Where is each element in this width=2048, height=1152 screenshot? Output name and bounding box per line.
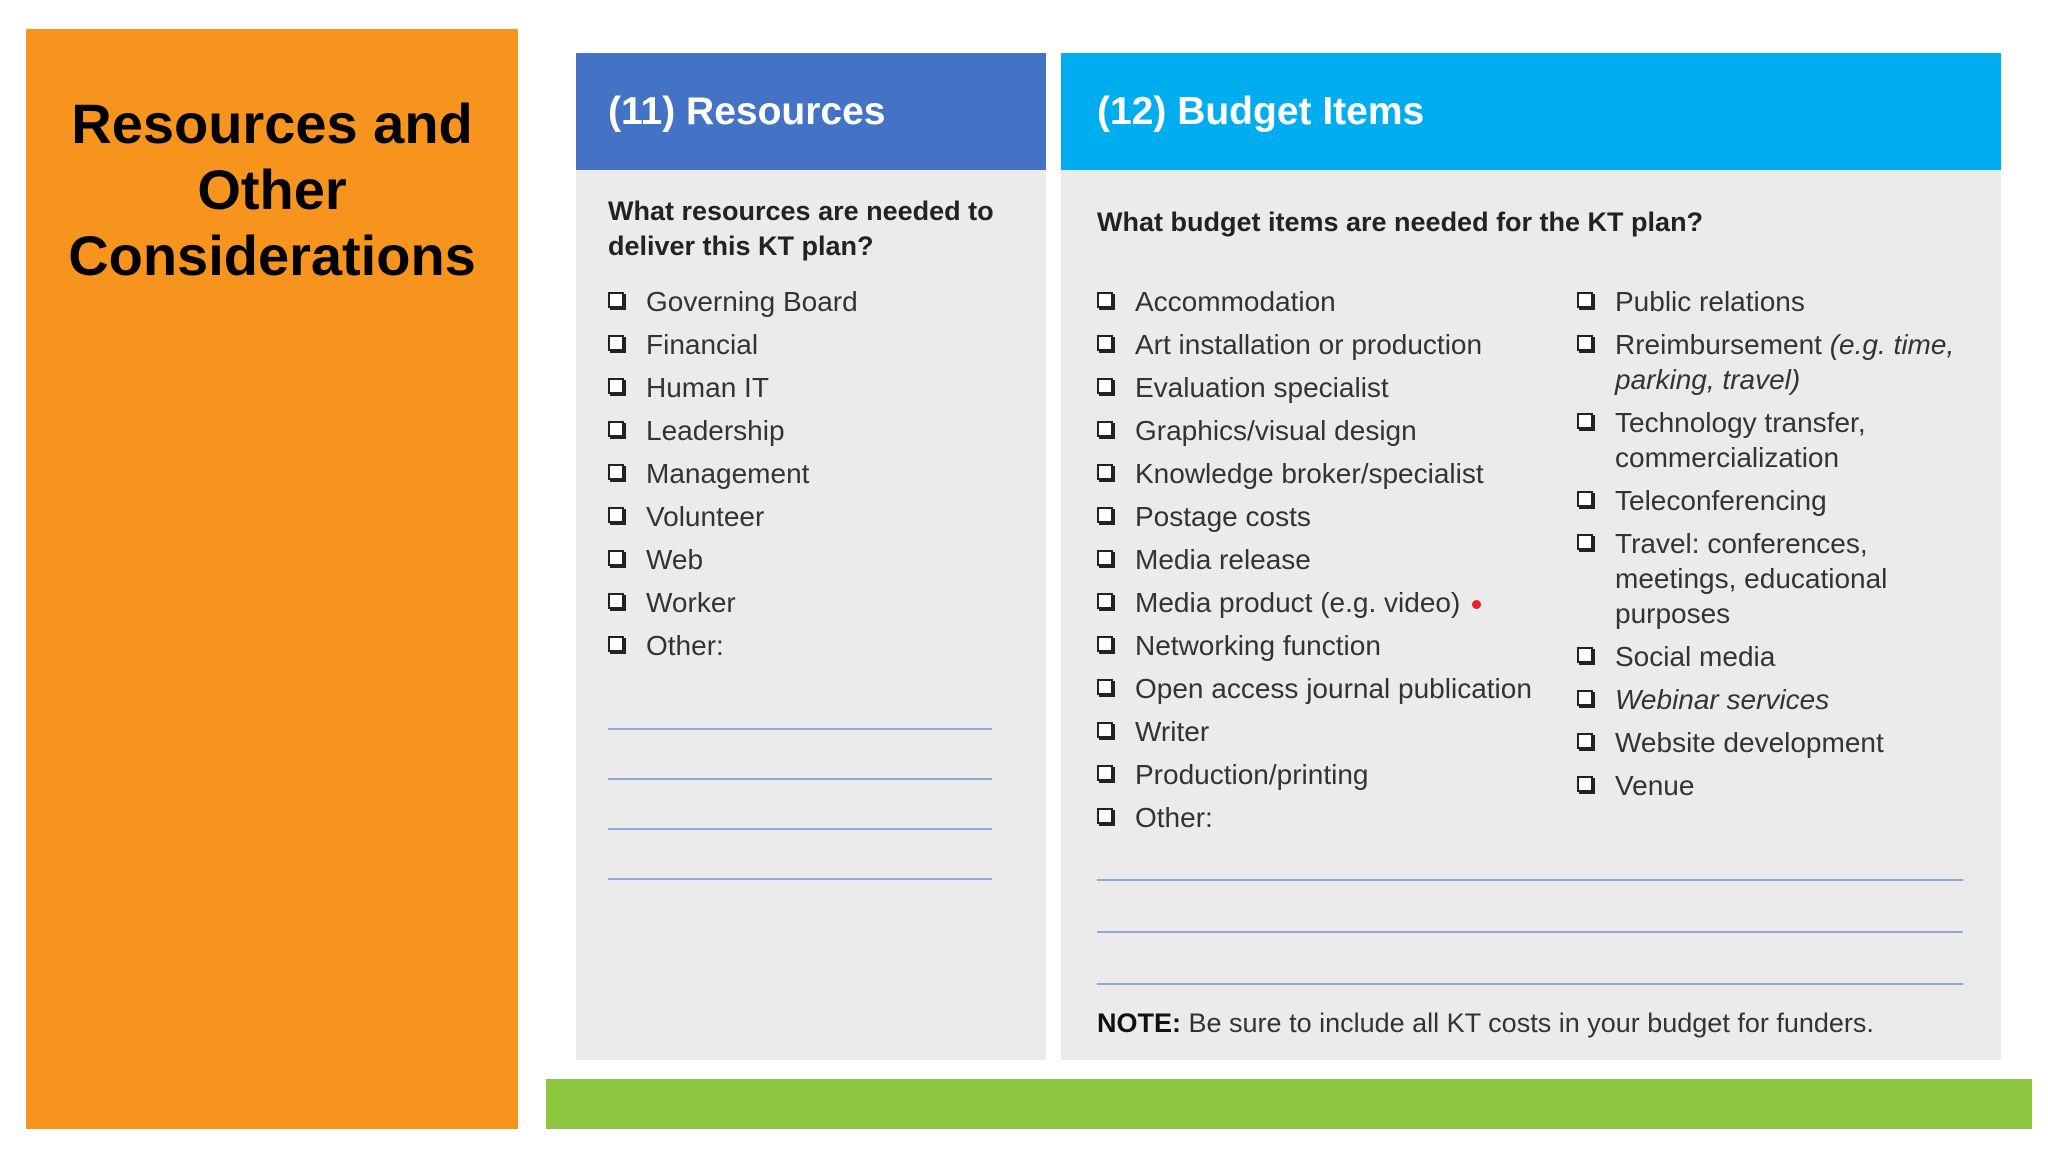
checklist-item[interactable]: Leadership [608, 413, 1028, 448]
checklist-item[interactable]: Webinar services [1577, 682, 1977, 717]
checklist-item[interactable]: Writer [1097, 714, 1557, 749]
budget-question: What budget items are needed for the KT plan? [1097, 207, 1704, 237]
checkbox-icon[interactable] [1097, 636, 1113, 652]
budget-checklist-left [1097, 284, 1557, 843]
footer-accent-bar [546, 1079, 2032, 1129]
checklist-item[interactable]: Public relations [1577, 284, 1977, 319]
checklist-item[interactable]: Media release [1097, 542, 1557, 577]
checkbox-icon[interactable] [1097, 421, 1113, 437]
checklist-item[interactable]: Knowledge broker/specialist [1097, 456, 1557, 491]
checkbox-icon[interactable] [1097, 335, 1113, 351]
note-text: Be sure to include all KT costs in your budget for funders. [1188, 1008, 1874, 1038]
checkbox-icon[interactable] [1097, 507, 1113, 523]
checkbox-icon[interactable] [608, 378, 624, 394]
resources-question: What resources are needed to deliver this KT plan? [608, 196, 994, 261]
checklist-item[interactable]: Management [608, 456, 1028, 491]
checklist-item-other[interactable]: Other: [1097, 800, 1557, 835]
title-sidebar [26, 29, 518, 1129]
checkbox-icon[interactable] [608, 507, 624, 523]
budget-write-line[interactable] [1097, 983, 1963, 985]
checkbox-icon[interactable] [1097, 550, 1113, 566]
checkbox-icon[interactable] [1577, 776, 1593, 792]
checklist-item[interactable]: Art installation or production [1097, 327, 1557, 362]
checkbox-icon[interactable] [1577, 292, 1593, 308]
budget-checklist-right [1577, 284, 1977, 811]
note-label: NOTE: [1097, 1008, 1181, 1038]
checkbox-icon[interactable] [1097, 292, 1113, 308]
checklist-item[interactable]: Open access journal publication [1097, 671, 1557, 706]
checkbox-icon[interactable] [1577, 413, 1593, 429]
checkbox-icon[interactable] [1577, 534, 1593, 550]
checkbox-icon[interactable] [1577, 335, 1593, 351]
checkbox-icon[interactable] [608, 335, 624, 351]
checklist-item-other[interactable]: Other: [608, 628, 1028, 663]
resources-write-line[interactable] [608, 728, 992, 730]
checkbox-icon[interactable] [1097, 593, 1113, 609]
checkbox-icon[interactable] [1097, 378, 1113, 394]
checklist-item[interactable]: Travel: conferences, meetings, educational purposes [1577, 526, 1977, 631]
checklist-item[interactable]: Human IT [608, 370, 1028, 405]
checklist-item[interactable]: Media product (e.g. video) [1097, 585, 1557, 620]
checklist-item[interactable]: Volunteer [608, 499, 1028, 534]
budget-note [1097, 1006, 1874, 1040]
budget-header: (12) Budget Items [1061, 53, 2001, 170]
checklist-item[interactable]: Postage costs [1097, 499, 1557, 534]
checklist-item[interactable]: Networking function [1097, 628, 1557, 663]
budget-write-line[interactable] [1097, 931, 1963, 933]
checklist-item[interactable]: Website development [1577, 725, 1977, 760]
checkbox-icon[interactable] [1097, 765, 1113, 781]
checkbox-icon[interactable] [608, 550, 624, 566]
checklist-item[interactable]: Web [608, 542, 1028, 577]
checkbox-icon[interactable] [1577, 690, 1593, 706]
slide-title: Resources and Other Considerations [68, 92, 476, 287]
checkbox-icon[interactable] [1097, 808, 1113, 824]
checklist-item[interactable]: Teleconferencing [1577, 483, 1977, 518]
checkbox-icon[interactable] [1577, 647, 1593, 663]
checkbox-icon[interactable] [608, 464, 624, 480]
checkbox-icon[interactable] [1577, 733, 1593, 749]
checkbox-icon[interactable] [608, 421, 624, 437]
resources-panel [576, 53, 1046, 1060]
checklist-item[interactable]: Production/printing [1097, 757, 1557, 792]
checkbox-icon[interactable] [1577, 491, 1593, 507]
resources-write-line[interactable] [608, 778, 992, 780]
checklist-item[interactable]: Social media [1577, 639, 1977, 674]
checklist-item[interactable]: Worker [608, 585, 1028, 620]
resources-write-line[interactable] [608, 828, 992, 830]
checkbox-icon[interactable] [1097, 722, 1113, 738]
checklist-item[interactable]: Evaluation specialist [1097, 370, 1557, 405]
resources-write-line[interactable] [608, 878, 992, 880]
checklist-item[interactable]: Governing Board [608, 284, 1028, 319]
checklist-item[interactable]: Financial [608, 327, 1028, 362]
checkbox-icon[interactable] [1097, 679, 1113, 695]
resources-header: (11) Resources [576, 53, 1046, 170]
checkbox-icon[interactable] [608, 593, 624, 609]
checklist-item[interactable]: Technology transfer, commercialization [1577, 405, 1977, 475]
checkbox-icon[interactable] [1097, 464, 1113, 480]
checklist-item[interactable]: Venue [1577, 768, 1977, 803]
checklist-item[interactable]: Rreimbursement (e.g. time, parking, travel) [1577, 327, 1977, 397]
budget-panel [1061, 53, 2001, 1060]
checklist-item[interactable]: Accommodation [1097, 284, 1557, 319]
red-dot-icon [1472, 600, 1481, 609]
checklist-item[interactable]: Graphics/visual design [1097, 413, 1557, 448]
budget-write-line[interactable] [1097, 879, 1963, 881]
resources-checklist [608, 284, 1028, 671]
checkbox-icon[interactable] [608, 636, 624, 652]
checkbox-icon[interactable] [608, 292, 624, 308]
